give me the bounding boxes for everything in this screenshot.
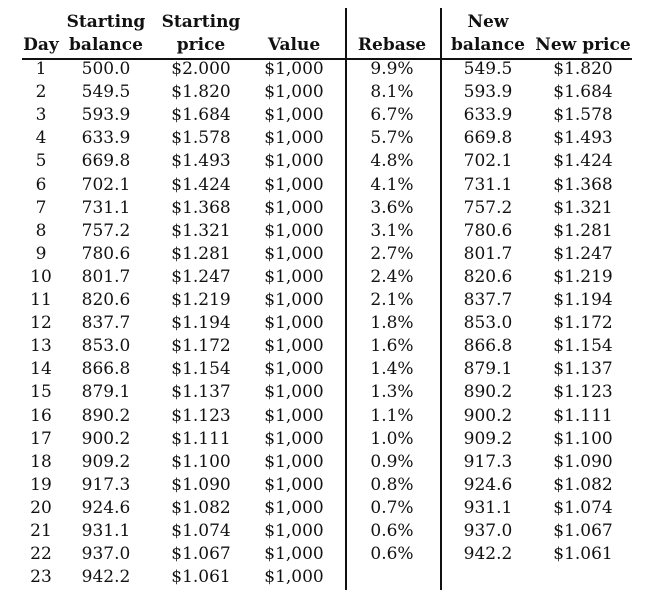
- cell-new-balance: 942.2: [463, 544, 513, 565]
- header-new-balance-line2: balance: [451, 35, 525, 55]
- cell-new-price: $1.247: [553, 243, 613, 264]
- cell-starting-price: $1.123: [171, 405, 231, 426]
- cell-new-price: $1.082: [553, 474, 613, 495]
- cell-day: 11: [30, 290, 52, 310]
- cell-rebase: 0.9%: [370, 451, 414, 472]
- cell-day: 13: [30, 336, 52, 357]
- cell-new-price: $1.578: [553, 105, 613, 126]
- cell-value: $1,000: [264, 567, 324, 588]
- cell-starting-price: $2.000: [171, 59, 231, 79]
- cell-value: $1,000: [264, 544, 324, 565]
- cell-new-price: $1.424: [553, 151, 613, 172]
- cell-starting-price: $1.684: [171, 105, 231, 126]
- cell-rebase: 3.1%: [370, 220, 414, 241]
- cell-starting-balance: 931.1: [81, 521, 131, 541]
- cell-new-balance: 593.9: [463, 82, 513, 103]
- cell-day: 17: [30, 428, 52, 449]
- cell-new-price: $1.123: [553, 382, 613, 403]
- cell-starting-balance: 924.6: [81, 497, 131, 518]
- cell-day: 12: [30, 313, 52, 334]
- cell-rebase: 1.8%: [370, 313, 414, 334]
- cell-new-price: $1.219: [553, 266, 613, 287]
- separator-before-rebase: [345, 8, 347, 590]
- cell-new-price: $1.154: [553, 336, 613, 357]
- cell-new-balance: 890.2: [463, 382, 513, 403]
- cell-starting-balance: 500.0: [81, 59, 131, 79]
- cell-starting-balance: 937.0: [81, 544, 131, 565]
- cell-value: $1,000: [264, 382, 324, 403]
- cell-new-balance: 924.6: [463, 474, 513, 495]
- cell-starting-price: $1.424: [171, 174, 231, 195]
- cell-new-balance: 633.9: [463, 105, 513, 126]
- cell-day: 16: [30, 405, 52, 426]
- cell-new-balance: 757.2: [463, 197, 513, 218]
- cell-starting-price: $1.137: [171, 382, 231, 403]
- cell-value: $1,000: [264, 266, 324, 287]
- header-starting-price-line2: price: [176, 35, 226, 55]
- cell-starting-balance: 669.8: [81, 151, 131, 172]
- cell-value: $1,000: [264, 474, 324, 495]
- cell-value: $1,000: [264, 128, 324, 149]
- cell-day: 2: [35, 82, 47, 103]
- cell-value: $1,000: [264, 243, 324, 264]
- cell-rebase: 2.1%: [370, 290, 414, 310]
- cell-starting-balance: 853.0: [81, 336, 131, 357]
- cell-new-price: $1.684: [553, 82, 613, 103]
- header-value-line2: Value: [267, 35, 321, 55]
- cell-new-balance: 917.3: [463, 451, 513, 472]
- cell-starting-balance: 879.1: [81, 382, 131, 403]
- cell-new-balance: 837.7: [463, 290, 513, 310]
- cell-starting-balance: 780.6: [81, 243, 131, 264]
- cell-value: $1,000: [264, 451, 324, 472]
- cell-starting-balance: 593.9: [81, 105, 131, 126]
- cell-value: $1,000: [264, 521, 324, 541]
- cell-starting-price: $1.090: [171, 474, 231, 495]
- cell-day: 10: [30, 266, 52, 287]
- cell-day: 6: [35, 174, 47, 195]
- cell-rebase: 4.1%: [370, 174, 414, 195]
- cell-value: $1,000: [264, 151, 324, 172]
- cell-new-balance: 866.8: [463, 336, 513, 357]
- cell-day: 20: [30, 497, 52, 518]
- cell-rebase: 8.1%: [370, 82, 414, 103]
- cell-rebase: 2.4%: [370, 266, 414, 287]
- cell-day: 19: [30, 474, 52, 495]
- cell-new-balance: 731.1: [463, 174, 513, 195]
- cell-starting-balance: 549.5: [81, 82, 131, 103]
- cell-starting-price: $1.578: [171, 128, 231, 149]
- header-new-price-line2: New price: [535, 35, 631, 55]
- cell-starting-balance: 900.2: [81, 428, 131, 449]
- cell-new-balance: 900.2: [463, 405, 513, 426]
- cell-starting-balance: 801.7: [81, 266, 131, 287]
- cell-starting-price: $1.219: [171, 290, 231, 310]
- cell-value: $1,000: [264, 220, 324, 241]
- cell-day: 8: [35, 220, 47, 241]
- cell-value: $1,000: [264, 82, 324, 103]
- cell-starting-price: $1.082: [171, 497, 231, 518]
- cell-day: 22: [30, 544, 52, 565]
- cell-day: 5: [35, 151, 47, 172]
- cell-starting-price: $1.061: [171, 567, 231, 588]
- cell-starting-price: $1.247: [171, 266, 231, 287]
- cell-rebase: 1.0%: [370, 428, 414, 449]
- cell-day: 21: [30, 521, 52, 541]
- cell-starting-balance: 757.2: [81, 220, 131, 241]
- cell-rebase: 0.8%: [370, 474, 414, 495]
- cell-starting-balance: 837.7: [81, 313, 131, 334]
- cell-rebase: 1.4%: [370, 359, 414, 380]
- cell-starting-balance: 890.2: [81, 405, 131, 426]
- cell-starting-balance: 909.2: [81, 451, 131, 472]
- cell-starting-price: $1.154: [171, 359, 231, 380]
- cell-new-balance: 879.1: [463, 359, 513, 380]
- cell-starting-balance: 820.6: [81, 290, 131, 310]
- cell-value: $1,000: [264, 174, 324, 195]
- cell-starting-balance: 633.9: [81, 128, 131, 149]
- cell-starting-price: $1.194: [171, 313, 231, 334]
- cell-day: 14: [30, 359, 52, 380]
- cell-new-price: $1.321: [553, 197, 613, 218]
- cell-day: 15: [30, 382, 52, 403]
- cell-new-price: $1.090: [553, 451, 613, 472]
- cell-new-price: $1.137: [553, 359, 613, 380]
- cell-rebase: 1.6%: [370, 336, 414, 357]
- cell-day: 23: [30, 567, 52, 588]
- cell-starting-balance: 942.2: [81, 567, 131, 588]
- cell-starting-balance: 702.1: [81, 174, 131, 195]
- cell-starting-balance: 866.8: [81, 359, 131, 380]
- cell-new-price: $1.172: [553, 313, 613, 334]
- cell-rebase: 0.7%: [370, 497, 414, 518]
- cell-value: $1,000: [264, 497, 324, 518]
- header-starting-balance-line1: Starting: [66, 12, 146, 32]
- cell-starting-price: $1.067: [171, 544, 231, 565]
- header-day-line2: Day: [23, 35, 59, 55]
- cell-rebase: 9.9%: [370, 59, 414, 79]
- cell-value: $1,000: [264, 313, 324, 334]
- cell-new-balance: 931.1: [463, 497, 513, 518]
- header-starting-price-line1: Starting: [161, 12, 241, 32]
- cell-starting-price: $1.100: [171, 451, 231, 472]
- cell-rebase: 0.6%: [370, 544, 414, 565]
- cell-new-price: $1.111: [553, 405, 613, 426]
- cell-value: $1,000: [264, 405, 324, 426]
- cell-new-balance: 780.6: [463, 220, 513, 241]
- cell-value: $1,000: [264, 197, 324, 218]
- cell-new-price: $1.100: [553, 428, 613, 449]
- cell-new-price: $1.067: [553, 521, 613, 541]
- cell-day: 9: [35, 243, 47, 264]
- cell-day: 1: [35, 59, 47, 79]
- cell-starting-price: $1.493: [171, 151, 231, 172]
- cell-rebase: 1.3%: [370, 382, 414, 403]
- cell-rebase: 2.7%: [370, 243, 414, 264]
- cell-new-price: $1.061: [553, 544, 613, 565]
- cell-new-price: $1.368: [553, 174, 613, 195]
- header-starting-balance-line2: balance: [69, 35, 143, 55]
- cell-new-balance: 669.8: [463, 128, 513, 149]
- cell-new-price: $1.281: [553, 220, 613, 241]
- cell-value: $1,000: [264, 359, 324, 380]
- cell-new-balance: 937.0: [463, 521, 513, 541]
- cell-value: $1,000: [264, 428, 324, 449]
- cell-starting-price: $1.111: [171, 428, 231, 449]
- separator-before-new-balance: [440, 8, 442, 590]
- cell-rebase: 6.7%: [370, 105, 414, 126]
- cell-rebase: 1.1%: [370, 405, 414, 426]
- cell-value: $1,000: [264, 59, 324, 79]
- cell-rebase: 4.8%: [370, 151, 414, 172]
- cell-starting-price: $1.368: [171, 197, 231, 218]
- cell-new-balance: 549.5: [463, 59, 513, 79]
- cell-new-balance: 820.6: [463, 266, 513, 287]
- cell-rebase: 0.6%: [370, 521, 414, 541]
- cell-new-balance: 702.1: [463, 151, 513, 172]
- cell-starting-price: $1.281: [171, 243, 231, 264]
- cell-day: 4: [35, 128, 47, 149]
- cell-starting-price: $1.172: [171, 336, 231, 357]
- cell-starting-price: $1.074: [171, 521, 231, 541]
- cell-starting-price: $1.820: [171, 82, 231, 103]
- header-rebase-line2: Rebase: [357, 35, 427, 55]
- cell-day: 7: [35, 197, 47, 218]
- cell-new-balance: 909.2: [463, 428, 513, 449]
- cell-new-price: $1.194: [553, 290, 613, 310]
- cell-rebase: 5.7%: [370, 128, 414, 149]
- cell-starting-balance: 731.1: [81, 197, 131, 218]
- header-new-balance-line1: New: [467, 12, 509, 32]
- cell-new-price: $1.074: [553, 497, 613, 518]
- cell-new-price: $1.493: [553, 128, 613, 149]
- cell-new-balance: 853.0: [463, 313, 513, 334]
- cell-new-price: $1.820: [553, 59, 613, 79]
- cell-new-balance: 801.7: [463, 243, 513, 264]
- cell-value: $1,000: [264, 290, 324, 310]
- cell-value: $1,000: [264, 336, 324, 357]
- cell-rebase: 3.6%: [370, 197, 414, 218]
- cell-starting-balance: 917.3: [81, 474, 131, 495]
- cell-starting-price: $1.321: [171, 220, 231, 241]
- cell-day: 3: [35, 105, 47, 126]
- cell-value: $1,000: [264, 105, 324, 126]
- cell-day: 18: [30, 451, 52, 472]
